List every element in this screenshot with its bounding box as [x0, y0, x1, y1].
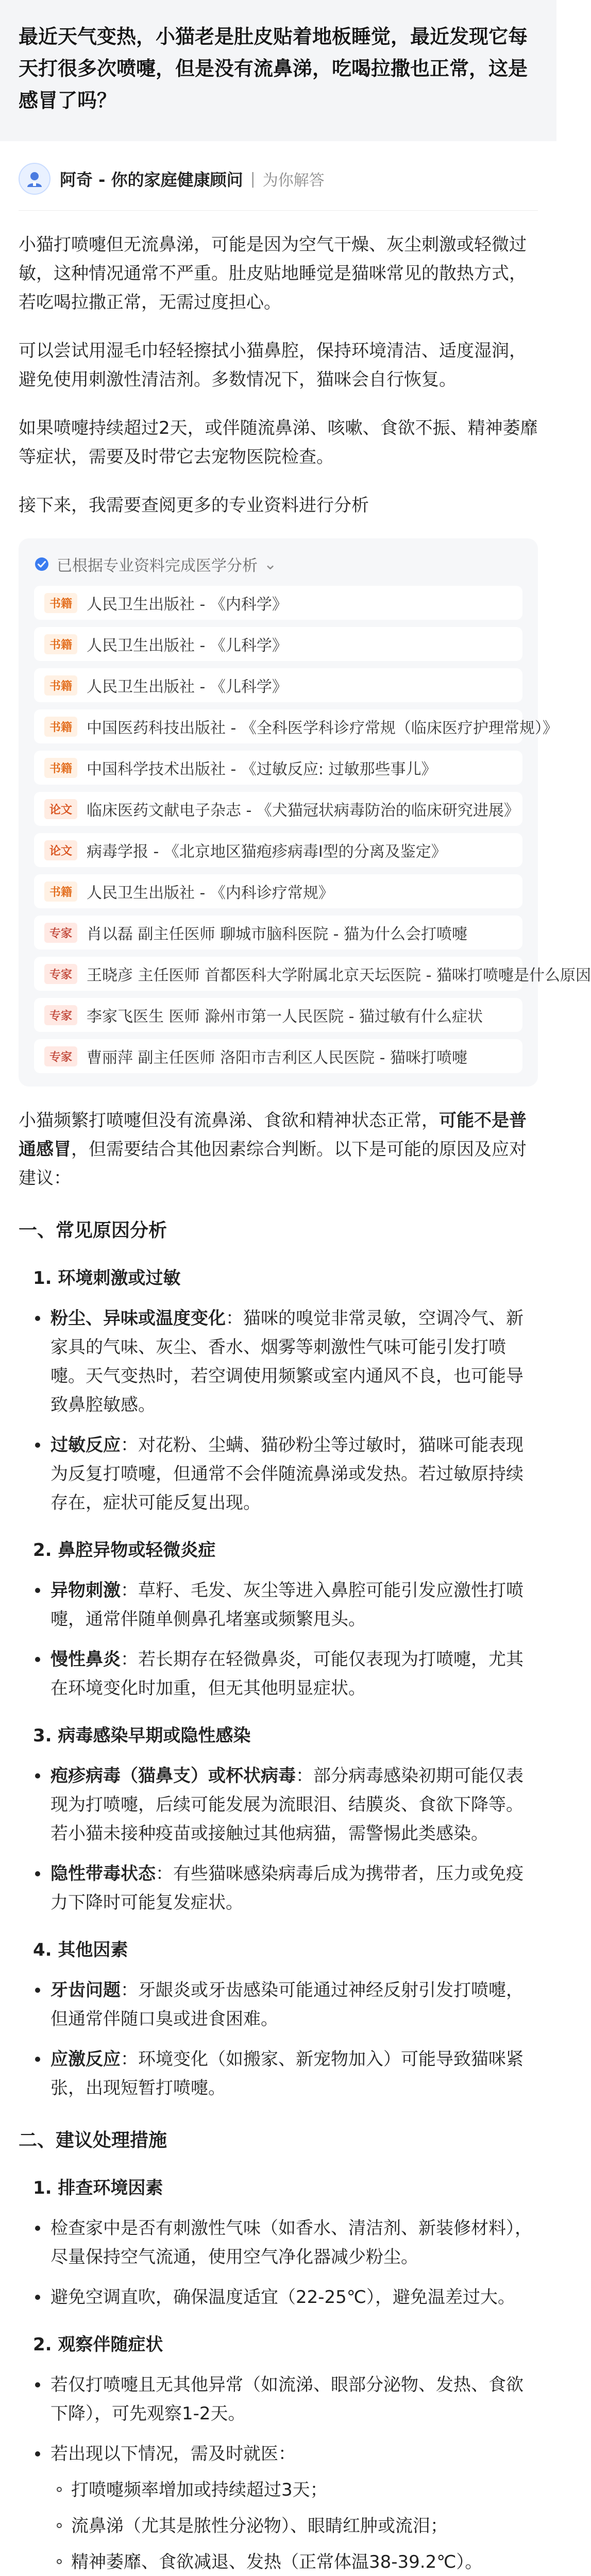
- bullet-text: 若仅打喷嚏且无其他异常（如流涕、眼部分泌物、发热、食欲下降），可先观察1-2天。: [50, 2375, 524, 2424]
- reference-title: 人民卫生出版社 - 《内科诊疗常规》: [87, 884, 334, 902]
- bullet-bold: 异物刺激: [50, 1580, 121, 1601]
- intro-paragraph-2: 可以尝试用湿毛巾轻轻擦拭小猫鼻腔，保持环境清洁、适度湿润，避免使用刺激性清洁剂。多数情况下，猫咪会自行恢复。: [19, 341, 527, 390]
- reference-title: 中国科学技术出版社 - 《过敏反应: 过敏那些事儿》: [87, 760, 437, 778]
- reference-tag: 书籍: [44, 634, 77, 654]
- intro-paragraph-3: 如果喷嚏持续超过2天，或伴随流鼻涕、咳嗽、食欲不振、精神萎靡等症状，需要及时带它去宠物医院检查。: [19, 418, 538, 467]
- reference-title: 人民卫生出版社 - 《内科学》: [87, 596, 288, 614]
- reference-tag: 书籍: [44, 758, 77, 778]
- doctor-avatar-icon: [24, 168, 45, 189]
- subsection-title: 1. 环境刺激或过敏: [33, 1268, 181, 1289]
- bullet-text: ：草籽、毛发、灰尘等进入鼻腔可能引发应激性打喷嚏，通常伴随单侧鼻孔堵塞或频繁甩头。: [50, 1580, 524, 1630]
- bullet-item: [50, 2283, 538, 2312]
- reference-item[interactable]: [34, 709, 558, 743]
- check-circle-icon: [34, 556, 49, 572]
- summary-lead: [19, 1106, 538, 1193]
- bullet-text: ：环境变化（如搬家、新宠物加入）可能导致猫咪紧张，出现短暂打喷嚏。: [50, 2049, 524, 2098]
- reference-tag: 专家: [44, 923, 77, 943]
- reference-title: 中国医药科技出版社 - 《全科医学科诊疗常规（临床医疗护理常规）》: [87, 719, 558, 737]
- section-2-title: 二、建议处理措施: [19, 2130, 167, 2151]
- reference-tag: 书籍: [44, 717, 77, 737]
- analysis-references-panel: [19, 538, 591, 1087]
- reference-title: 病毒学报 - 《北京地区猫疱疹病毒I型的分离及鉴定》: [87, 843, 447, 861]
- reference-item[interactable]: [34, 668, 522, 702]
- subsection-title: 2. 观察伴随症状: [33, 2334, 163, 2355]
- intro-paragraph-1: 小猫打喷嚏但无流鼻涕，可能是因为空气干燥、灰尘刺激或轻微过敏，这种情况通常不严重。肚皮贴地睡觉是猫咪常见的散热方式，若吃喝拉撒正常，无需过度担心。: [19, 234, 527, 313]
- sub-bullet-item: 精神萎靡、食欲减退、发热（正常体温38-39.2℃）。: [71, 2548, 538, 2576]
- reference-tag: 书籍: [44, 593, 77, 613]
- reference-tag: 专家: [44, 1046, 77, 1066]
- section-1-body: [19, 1264, 538, 2103]
- bullet-item: [50, 1859, 538, 1917]
- reference-item[interactable]: [34, 792, 522, 826]
- bullet-bold: 粉尘、异味或温度变化: [50, 1308, 226, 1329]
- bullet-item: [50, 1645, 538, 1703]
- bullet-bold: 疱疹病毒（猫鼻支）或杯状病毒: [50, 1766, 296, 1786]
- reference-item[interactable]: [34, 998, 522, 1032]
- author-note: 为你解答: [262, 172, 325, 190]
- reference-item[interactable]: [34, 874, 522, 908]
- bullet-text: 若出现以下情况，需及时就医：: [50, 2444, 296, 2464]
- bullet-item: [50, 1431, 538, 1517]
- reference-tag: 论文: [44, 799, 77, 819]
- bullet-text: 检查家中是否有刺激性气味（如香水、清洁剂、新装修材料），尽量保持空气流通，使用空气净化器减少粉尘。: [50, 2218, 532, 2267]
- bullet-text: ：部分病毒感染初期可能仅表现为打喷嚏，后续可能发展为流眼泪、结膜炎、食欲下降等。若小猫未接种疫苗或接触过其他病猫，需警惕此类感染。: [50, 1766, 524, 1844]
- sub-bullet-list: [50, 2476, 538, 2576]
- subsection-title: 2. 鼻腔异物或轻微炎症: [33, 1540, 216, 1561]
- bullet-bold: 慢性鼻炎: [50, 1649, 121, 1670]
- bullet-text: 避免空调直吹，确保温度适宜（22-25℃），避免温差过大。: [50, 2287, 515, 2308]
- author-name[interactable]: 阿奇 - 你的家庭健康顾问: [60, 170, 243, 190]
- bullet-item: [50, 1576, 538, 1634]
- bullet-text: ：若长期存在轻微鼻炎，可能仅表现为打喷嚏，尤其在环境变化时加重，但无其他明显症状。: [50, 1649, 524, 1699]
- reference-title: 肖以磊 副主任医师 聊城市脑科医院 - 猫为什么会打喷嚏: [87, 925, 467, 943]
- summary-lead-text-after: ，但需要结合其他因素综合判断。以下是可能的原因及应对建议：: [19, 1139, 527, 1189]
- reference-title: 人民卫生出版社 - 《儿科学》: [87, 678, 288, 696]
- subsection-title: 4. 其他因素: [33, 1940, 128, 1960]
- reference-title: 李家飞医生 医师 滁州市第一人民医院 - 猫过敏有什么症状: [87, 1008, 483, 1026]
- reference-title: 曹丽萍 副主任医师 洛阳市吉利区人民医院 - 猫咪打喷嚏: [87, 1049, 467, 1067]
- reference-tag: 专家: [44, 1005, 77, 1025]
- avatar: [19, 163, 50, 195]
- reference-tag: 论文: [44, 840, 77, 860]
- bullet-bold: 应激反应: [50, 2049, 121, 2070]
- bullet-list: [19, 2214, 538, 2312]
- reference-tag: 书籍: [44, 675, 77, 696]
- reference-title: 王晓彦 主任医师 首都医科大学附属北京天坛医院 - 猫咪打喷嚏是什么原因: [87, 967, 591, 985]
- bullet-item: [50, 1976, 538, 2033]
- bullet-text: ：有些猫咪感染病毒后成为携带者，压力或免疫力下降时可能复发症状。: [50, 1863, 524, 1913]
- bullet-item: [50, 1761, 538, 1848]
- analysis-header-label: 已根据专业资料完成医学分析: [57, 557, 258, 575]
- bullet-list: [19, 1761, 538, 1917]
- reference-list: [34, 586, 591, 1073]
- section-2-body: [19, 2174, 538, 2576]
- bullet-bold: 牙齿问题: [50, 1980, 121, 2001]
- bullet-bold: 隐性带毒状态: [50, 1863, 156, 1884]
- bullet-text: ：对花粉、尘螨、猫砂粉尘等过敏时，猫咪可能表现为反复打喷嚏，但通常不会伴随流鼻涕或发热。若过敏原持续存在，症状可能反复出现。: [50, 1435, 524, 1513]
- reference-item[interactable]: [34, 916, 522, 950]
- bullet-list: [19, 1576, 538, 1703]
- bullet-item: [50, 2439, 538, 2576]
- bullet-item: [50, 2214, 538, 2272]
- reference-tag: 书籍: [44, 882, 77, 902]
- reference-title: 人民卫生出版社 - 《儿科学》: [87, 637, 288, 655]
- reference-item[interactable]: [34, 586, 522, 620]
- author-separator: |: [250, 170, 256, 188]
- subsection-title: 1. 排查环境因素: [33, 2178, 163, 2198]
- reference-title: 临床医药文献电子杂志 - 《犬猫冠状病毒防治的临床研究进展》: [87, 802, 519, 820]
- reference-item[interactable]: [34, 1039, 522, 1073]
- bullet-text: ：牙龈炎或牙齿感染可能通过神经反射引发打喷嚏，但通常伴随口臭或进食困难。: [50, 1980, 524, 2029]
- section-1-title: 一、常见原因分析: [19, 1220, 167, 1241]
- question-title: 最近天气变热，小猫老是肚皮贴着地板睡觉，最近发现它每天打很多次喷嚏，但是没有流鼻涕，吃喝拉撒也正常，这是感冒了吗？: [0, 0, 556, 141]
- reference-item[interactable]: [34, 751, 522, 785]
- intro-paragraph-4: 接下来，我需要查阅更多的专业资料进行分析: [19, 495, 369, 516]
- bullet-item: [50, 2370, 538, 2428]
- reference-item[interactable]: [34, 957, 591, 991]
- analysis-header[interactable]: [34, 553, 522, 575]
- bullet-bold: 过敏反应: [50, 1435, 121, 1455]
- reference-tag: 专家: [44, 964, 77, 984]
- summary-lead-text-before: 小猫频繁打喷嚏但没有流鼻涕、食欲和精神状态正常，: [19, 1110, 439, 1131]
- bullet-list: [19, 2370, 538, 2576]
- summary-lead-bold: 可能不是普通感冒: [19, 1110, 527, 1160]
- author-row: [19, 141, 538, 211]
- sub-bullet-item: 打喷嚏频率增加或持续超过3天；: [71, 2476, 538, 2504]
- bullet-text: ：猫咪的嗅觉非常灵敏，空调冷气、新家具的气味、灰尘、香水、烟雾等刺激性气味可能引发打喷嚏。天气变热时，若空调使用频繁或室内通风不良，也可能导致鼻腔敏感。: [50, 1308, 524, 1415]
- reference-item[interactable]: [34, 833, 522, 867]
- bullet-item: [50, 2045, 538, 2103]
- subsection-title: 3. 病毒感染早期或隐性感染: [33, 1725, 251, 1746]
- bullet-list: [19, 1976, 538, 2103]
- chevron-down-icon: ⌄: [264, 555, 277, 573]
- sub-bullet-item: 流鼻涕（尤其是脓性分泌物）、眼睛红肿或流泪；: [71, 2512, 538, 2540]
- bullet-item: [50, 1304, 538, 1419]
- reference-item[interactable]: [34, 627, 522, 661]
- bullet-list: [19, 1304, 538, 1517]
